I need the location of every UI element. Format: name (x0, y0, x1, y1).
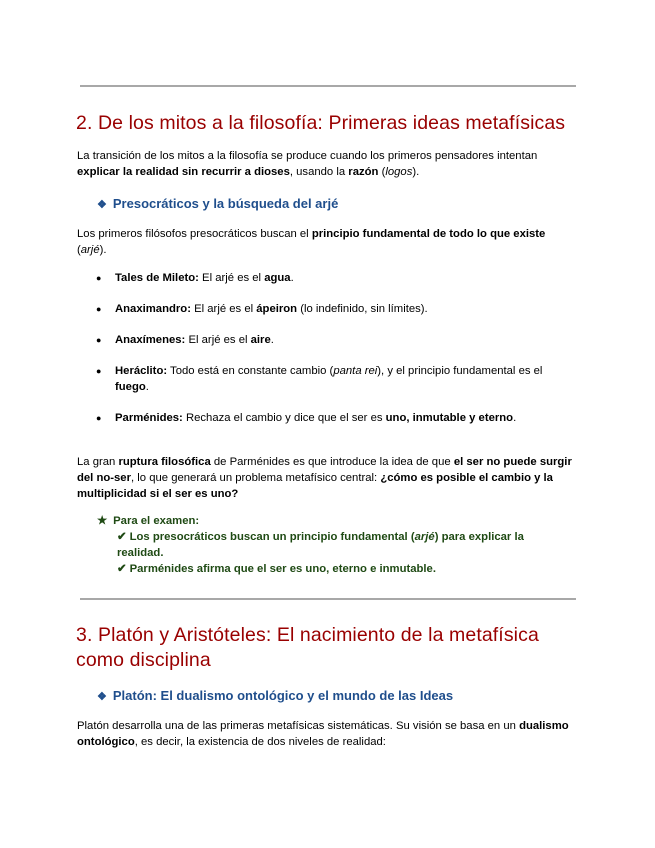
exam-title-row: ★ Para el examen: (97, 515, 200, 527)
section2-intro-paragraph: La transición de los mitos a la filosofía se produce cuando los primeros pensadores intentan explicar la realidad sin recurrir a dioses, usando la razón (logos). (77, 150, 538, 178)
subheading-presocraticos: ❖ Presocráticos y la búsqueda del arjé (97, 196, 339, 211)
divider-middle (80, 598, 576, 600)
presocraticos-paragraph: Los primeros filósofos presocráticos buscan el principio fundamental de todo lo que existe (arjé). (77, 228, 546, 256)
bullet-dot-icon: ● (96, 335, 102, 345)
exam-point-1: ✔ Los presocráticos buscan un principio fundamental (arjé) para explicar la realidad. (117, 531, 524, 559)
bullet-dot-icon: ● (96, 304, 102, 314)
bullet-dot-icon: ● (96, 366, 102, 376)
checkmark-icon: ✔ (117, 563, 127, 575)
exam-point-2: ✔ Parménides afirma que el ser es uno, eterno e inmutable. (117, 563, 436, 575)
checkmark-icon: ✔ (117, 531, 127, 543)
ruptura-paragraph: La gran ruptura filosófica de Parménides es que introduce la idea de que el ser no puede surgir del no-ser, lo que generará un problema metafísico central: ¿cómo es posible el cambio y la multiplicidad si el ser es uno? (77, 456, 572, 500)
platon-paragraph: Platón desarrolla una de las primeras metafísicas sistemáticas. Su visión se basa en un dualismo ontológico, es decir, la existencia de dos niveles de realidad: (77, 720, 569, 748)
diamond-bullet-icon: ❖ (97, 199, 107, 211)
bullet-dot-icon: ● (96, 273, 102, 283)
divider-top (80, 85, 576, 87)
bullet-dot-icon: ● (96, 413, 102, 423)
section-heading-3: 3. Platón y Aristóteles: El nacimiento de la metafísica como disciplina (76, 624, 539, 671)
diamond-bullet-icon: ❖ (97, 691, 107, 703)
exam-note (97, 513, 567, 577)
star-icon: ★ (97, 515, 108, 527)
section-heading-2: 2. De los mitos a la filosofía: Primeras ideas metafísicas (76, 112, 566, 134)
subheading-platon: ❖ Platón: El dualismo ontológico y el mundo de las Ideas (97, 688, 454, 703)
